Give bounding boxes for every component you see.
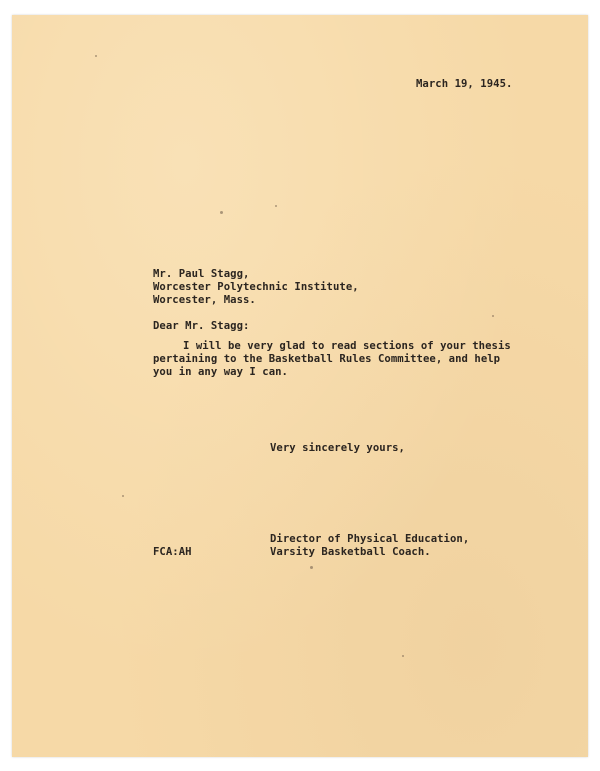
body-line-1: I will be very glad to read sections of your thesis (183, 340, 511, 352)
body-line-3: you in any way I can. (153, 366, 288, 378)
recipient-address: Worcester, Mass. (153, 294, 256, 306)
paper-speck (122, 495, 124, 497)
signature-title-line-2: Varsity Basketball Coach. (270, 546, 431, 558)
recipient-name: Mr. Paul Stagg, (153, 268, 250, 280)
signature-title-line-1: Director of Physical Education, (270, 533, 470, 545)
paper-speck (310, 566, 313, 569)
paper-speck (492, 315, 494, 317)
recipient-institution: Worcester Polytechnic Institute, (153, 281, 359, 293)
complimentary-closing: Very sincerely yours, (270, 442, 405, 454)
reference-initials: FCA:AH (153, 546, 192, 558)
paper-speck (275, 205, 277, 207)
salutation: Dear Mr. Stagg: (153, 320, 250, 332)
letter-date: March 19, 1945. (416, 78, 513, 90)
letter-page (12, 15, 588, 757)
body-line-2: pertaining to the Basketball Rules Committee, and help (153, 353, 501, 365)
paper-speck (402, 655, 404, 657)
paper-speck (95, 55, 97, 57)
paper-speck (220, 211, 223, 214)
